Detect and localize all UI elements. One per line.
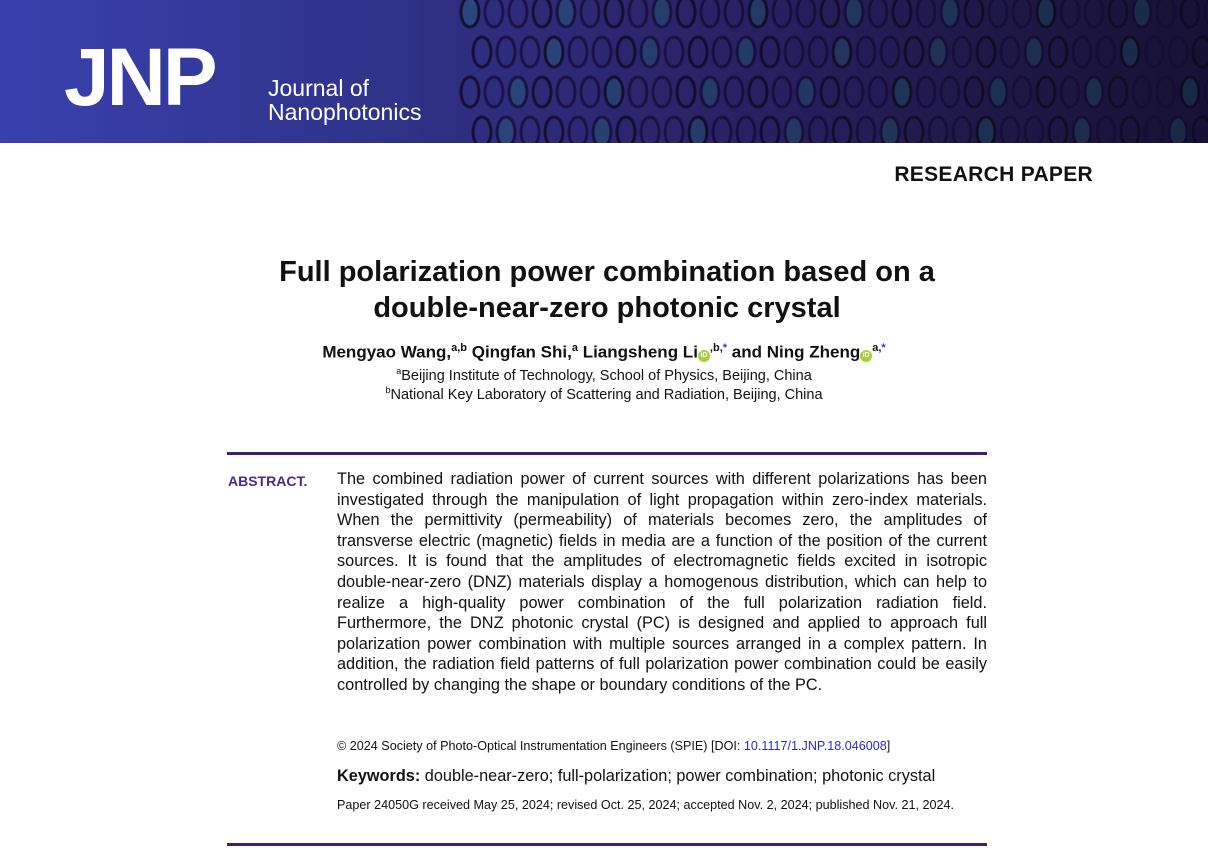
journal-name-line1: Journal of [268, 75, 370, 101]
orcid-icon[interactable]: iD [698, 350, 710, 362]
divider-top [227, 452, 987, 455]
orcid-icon[interactable]: iD [860, 350, 872, 362]
author-1-affil: a,b [451, 342, 467, 354]
affiliation-a-sup: a [396, 366, 402, 376]
keywords-label: Keywords: [337, 767, 421, 785]
section-label: RESEARCH PAPER [894, 163, 1093, 186]
author-4-affil: a, [872, 342, 882, 354]
abstract-label: ABSTRACT. [228, 473, 308, 489]
copyright-line [337, 739, 890, 753]
paper-title-line1: Full polarization power combination based on a [279, 256, 935, 288]
affiliation-a [0, 366, 1208, 384]
author-3-affil: ,b, [709, 342, 723, 354]
affiliation-b-sup: b [385, 385, 391, 395]
copyright-text: © 2024 Society of Photo-Optical Instrumentation Engineers (SPIE) [DOI: [337, 739, 744, 753]
author-2-affil: a [571, 342, 578, 354]
author-2: Qingfan Shi, [471, 342, 572, 362]
doi-link[interactable]: 10.1117/1.JNP.18.046008 [743, 739, 887, 753]
author-list [0, 342, 1208, 363]
affiliation-b [0, 385, 1208, 403]
author-1: Mengyao Wang, [322, 342, 452, 362]
paper-title-line2: double-near-zero photonic crystal [373, 292, 841, 324]
keywords-text: double-near-zero; full-polarization; power combination; photonic crystal [420, 767, 936, 785]
journal-logo: JNP [64, 32, 215, 123]
corresponding-star-1[interactable]: * [722, 342, 728, 354]
paper-history: Paper 24050G received May 25, 2024; revised Oct. 25, 2024; accepted Nov. 2, 2024; published Nov. 21, 2024. [337, 798, 955, 812]
journal-name [268, 76, 421, 124]
corresponding-star-2[interactable]: * [881, 342, 886, 354]
affiliation-a-text: Beijing Institute of Technology, School of Physics, Beijing, China [401, 367, 812, 384]
affiliation-b-text: National Key Laboratory of Scattering and Radiation, Beijing, China [390, 386, 823, 403]
copyright-close: ] [886, 739, 891, 753]
divider-bottom [227, 843, 987, 846]
paper-title [200, 254, 1014, 326]
abstract-text: The combined radiation power of current sources with different polarizations has been investigated through the manipulation of light propagation within zero-index materials. When the permittivity (permeability) of materials becomes zero, the amplitudes of transverse electric (magnetic) fields in media are a function of the position of the current sources. It is found that the amplitudes of electromagnetic fields excited in isotropic double-near-zero (DNZ) materials display a homogenous distribution, which can help to realize a high-quality power combination of the full polarization radiation field. Furthermore, the DNZ photonic crystal (PC) is designed and applied to approach full polarization power combination with multiple sources arranged in a complex pattern. In addition, the radiation field patterns of full polarization power combination could be easily controlled by changing the shape or boundary conditions of the PC. [337, 470, 987, 694]
author-3: Liangsheng Li [582, 342, 698, 362]
keywords-line [337, 767, 935, 786]
journal-name-line2: Nanophotonics [268, 99, 422, 125]
journal-banner [0, 0, 1208, 143]
author-4: and Ning Zheng [731, 342, 861, 362]
